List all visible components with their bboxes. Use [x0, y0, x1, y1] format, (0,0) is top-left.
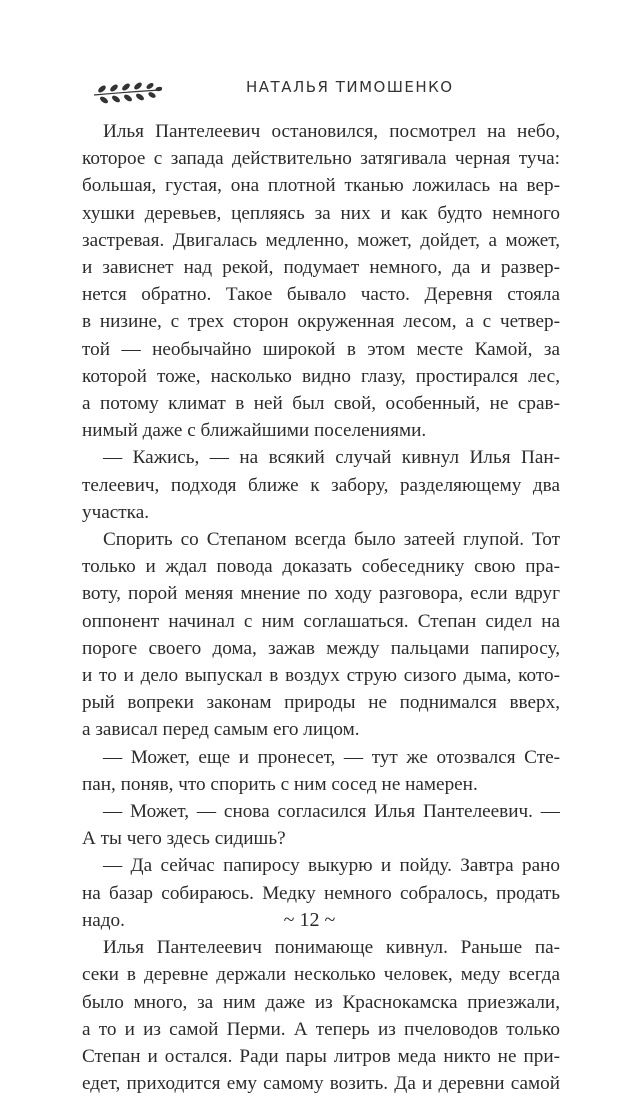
text-line: — Кажись, — на всякий случай кивнул Илья Пан-: [103, 447, 560, 469]
text-line: а потому климат в ней был свой, особенный, не срав-: [82, 393, 560, 415]
text-line: застревая. Двигалась медленно, может, дойдет, а может,: [82, 229, 560, 251]
paragraph: [82, 744, 560, 798]
text-line: А ты чего здесь сидишь?: [82, 828, 286, 850]
text-line: нется обратно. Такое бывало часто. Деревня стояла: [82, 284, 560, 306]
text-line: было много, за ним даже из Краснокамска приезжали,: [82, 991, 560, 1013]
page-number: ~ 12 ~: [283, 909, 336, 931]
text-line: нимый даже с ближайшими поселениями.: [82, 420, 427, 442]
text-line: Илья Пантелеевич остановился, посмотрел на небо,: [103, 121, 560, 142]
text-line: которое с запада действительно затягивала черная туча:: [82, 148, 560, 170]
paragraph: [82, 118, 560, 444]
text-line: большая, густая, она плотной тканью ложилась на вер-: [82, 175, 560, 197]
text-line: рый вопреки законам природы не поднимался вверх,: [82, 692, 560, 714]
text-line: Спорить со Степаном всегда было затеей глупой. Тот: [103, 529, 560, 551]
text-line: и то и дело выпускал в воздух струю сизого дыма, кото-: [82, 665, 560, 687]
running-head-author: НАТАЛЬЯ ТИМОШЕНКО: [246, 78, 454, 96]
body-text: [82, 118, 560, 1097]
text-line: хушки деревьев, цепляясь за них и как будто немного: [82, 202, 560, 224]
text-line: на базар собираюсь. Медку немного собралось, продать: [82, 882, 560, 904]
text-line: Илья Пантелеевич понимающе кивнул. Раньше па-: [103, 937, 560, 959]
text-line: — Да сейчас папиросу выкурю и пойду. Завтра рано: [103, 855, 560, 877]
text-line: а зависал перед самым его лицом.: [82, 719, 360, 741]
text-line: надо.: [82, 909, 125, 931]
text-line: которой тоже, насколько видно глазу, простирался лес,: [82, 365, 560, 387]
text-line: только и ждал повода доказать собеседнику свою пра-: [82, 556, 560, 578]
paragraph: [82, 444, 560, 526]
text-line: оппонент начинал с ним соглашаться. Степан сидел на: [82, 610, 560, 632]
text-line: участка.: [82, 501, 150, 523]
paragraph: [82, 934, 560, 1097]
laurel-branch-icon: [92, 79, 162, 105]
text-line: Степан и остался. Ради пары литров меда никто не при-: [82, 1045, 560, 1067]
text-line: и зависнет над рекой, подумает немного, да и развер-: [82, 257, 560, 279]
text-line: телеевич, подходя ближе к забору, разделяющему два: [82, 474, 560, 496]
paragraph: [82, 526, 560, 744]
text-line: — Может, еще и пронесет, — тут же отозвался Сте-: [103, 746, 560, 768]
text-line: пан, поняв, что спорить с ним сосед не намерен.: [82, 773, 478, 795]
text-line: пороге своего дома, зажав между пальцами папиросу,: [82, 637, 560, 659]
text-line: едет, приходится ему самому возить. Да и деревни самой: [82, 1073, 560, 1095]
text-line: а то и из самой Перми. А теперь из пчеловодов только: [82, 1018, 560, 1040]
text-line: воту, порой меняя мнение по ходу разговора, если вдруг: [82, 583, 560, 605]
paragraph: [82, 798, 560, 852]
text-line: секи в деревне держали несколько человек, меду всегда: [82, 964, 560, 986]
running-head: [0, 76, 619, 106]
text-line: — Может, — снова согласился Илья Пантелеевич. —: [103, 801, 560, 823]
text-line: той — необычайно широкой в этом месте Камой, за: [82, 338, 560, 360]
text-line: в низине, с трех сторон окруженная лесом, а с четвер-: [82, 311, 560, 333]
